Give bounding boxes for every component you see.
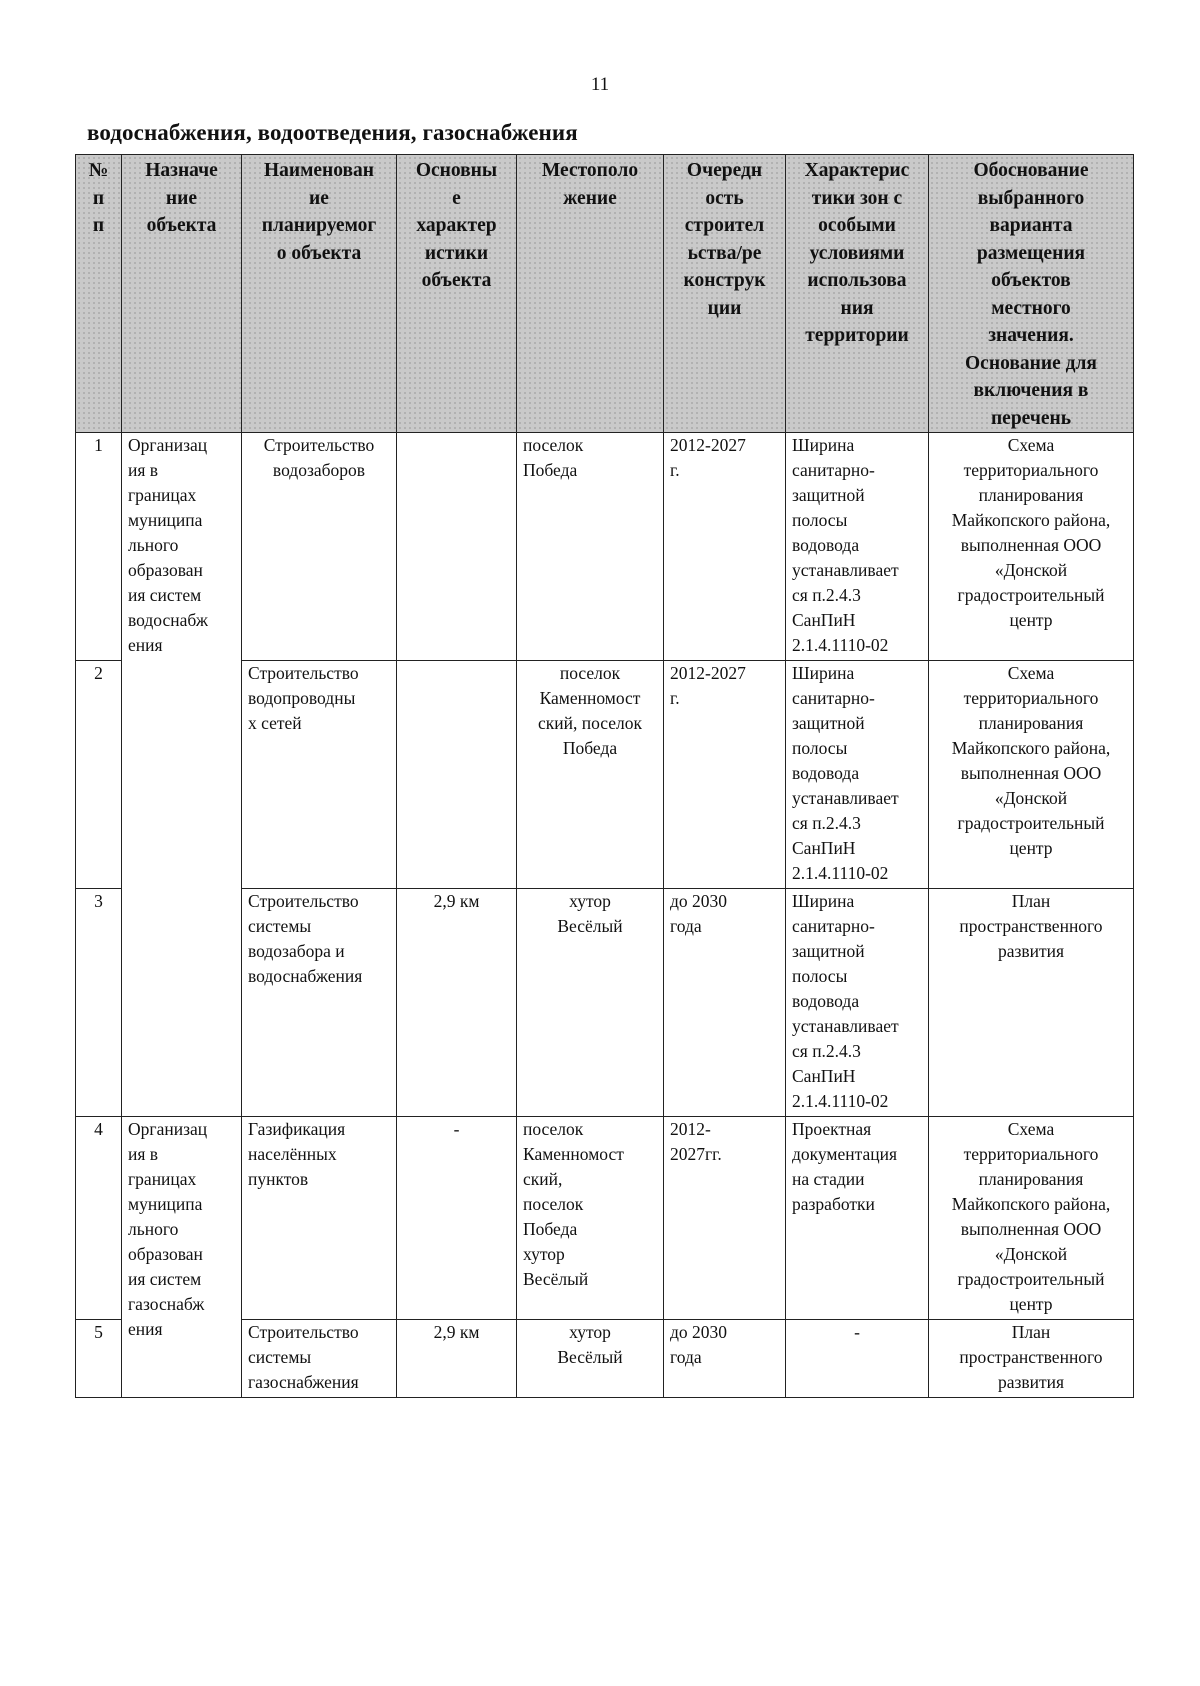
object-zones: Ширина санитарно- защитной полосы водовода устанавливает ся п.2.4.3 СанПиН 2.1.4.1110-02 [786, 889, 929, 1117]
table-row [76, 433, 1134, 661]
object-location: поселок Каменномост ский, поселок Победа хутор Весёлый [517, 1117, 664, 1320]
object-zones: Ширина санитарно- защитной полосы водовода устанавливает ся п.2.4.3 СанПиН 2.1.4.1110-02 [786, 433, 929, 661]
table-row [76, 1117, 1134, 1320]
objects-table [75, 154, 1134, 1398]
object-location: хутор Весёлый [517, 1320, 664, 1398]
header-row [76, 155, 1134, 433]
header-schedule: Очередн ость строител ьства/ре конструк ции [664, 155, 786, 433]
object-location: поселок Каменномост ский, поселок Победа [517, 661, 664, 889]
object-characteristics: 2,9 км [397, 889, 517, 1117]
row-number: 1 [76, 433, 122, 661]
object-schedule: 2012-2027 г. [664, 661, 786, 889]
object-schedule: 2012-2027 г. [664, 433, 786, 661]
object-name: Строительство системы водозабора и водоснабжения [242, 889, 397, 1117]
page-number: 11 [590, 74, 610, 95]
object-characteristics: 2,9 км [397, 1320, 517, 1398]
object-basis: Схема территориального планирования Майкопского района, выполненная ООО «Донской градостроительный центр [929, 1117, 1134, 1320]
header-basis: Обоснование выбранного варианта размещения объектов местного значения. Основание для включения в перечень [929, 155, 1134, 433]
object-basis: Схема территориального планирования Майкопского района, выполненная ООО «Донской градостроительный центр [929, 661, 1134, 889]
header-characteristics: Основны е характер истики объекта [397, 155, 517, 433]
object-zones: Проектная документация на стадии разработки [786, 1117, 929, 1320]
object-schedule: до 2030 года [664, 889, 786, 1117]
object-schedule: до 2030 года [664, 1320, 786, 1398]
object-zones: - [786, 1320, 929, 1398]
header-purpose: Назначе ние объекта [122, 155, 242, 433]
object-location: поселок Победа [517, 433, 664, 661]
section-title: водоснабжения, водоотведения, газоснабжения [87, 120, 578, 145]
purpose-gas-supply: Организац ия в границах муниципа льного образован ия систем газоснабж ения [122, 1117, 242, 1398]
header-object-name: Наименован ие планируемог о объекта [242, 155, 397, 433]
object-name: Строительство водозаборов [242, 433, 397, 661]
object-characteristics [397, 661, 517, 889]
object-location: хутор Весёлый [517, 889, 664, 1117]
purpose-water-supply: Организац ия в границах муниципа льного образован ия систем водоснабж ения [122, 433, 242, 1117]
object-zones: Ширина санитарно- защитной полосы водовода устанавливает ся п.2.4.3 СанПиН 2.1.4.1110-02 [786, 661, 929, 889]
object-characteristics: - [397, 1117, 517, 1320]
object-schedule: 2012- 2027гг. [664, 1117, 786, 1320]
object-name: Строительство водопроводны х сетей [242, 661, 397, 889]
header-location: Местополо жение [517, 155, 664, 433]
object-basis: План пространственного развития [929, 889, 1134, 1117]
header-number: № п п [76, 155, 122, 433]
row-number: 4 [76, 1117, 122, 1320]
object-characteristics [397, 433, 517, 661]
row-number: 5 [76, 1320, 122, 1398]
header-zones: Характерис тики зон с особыми условиями использова ния территории [786, 155, 929, 433]
row-number: 2 [76, 661, 122, 889]
object-basis: Схема территориального планирования Майкопского района, выполненная ООО «Донской градостроительный центр [929, 433, 1134, 661]
object-name: Газификация населённых пунктов [242, 1117, 397, 1320]
object-basis: План пространственного развития [929, 1320, 1134, 1398]
row-number: 3 [76, 889, 122, 1117]
object-name: Строительство системы газоснабжения [242, 1320, 397, 1398]
